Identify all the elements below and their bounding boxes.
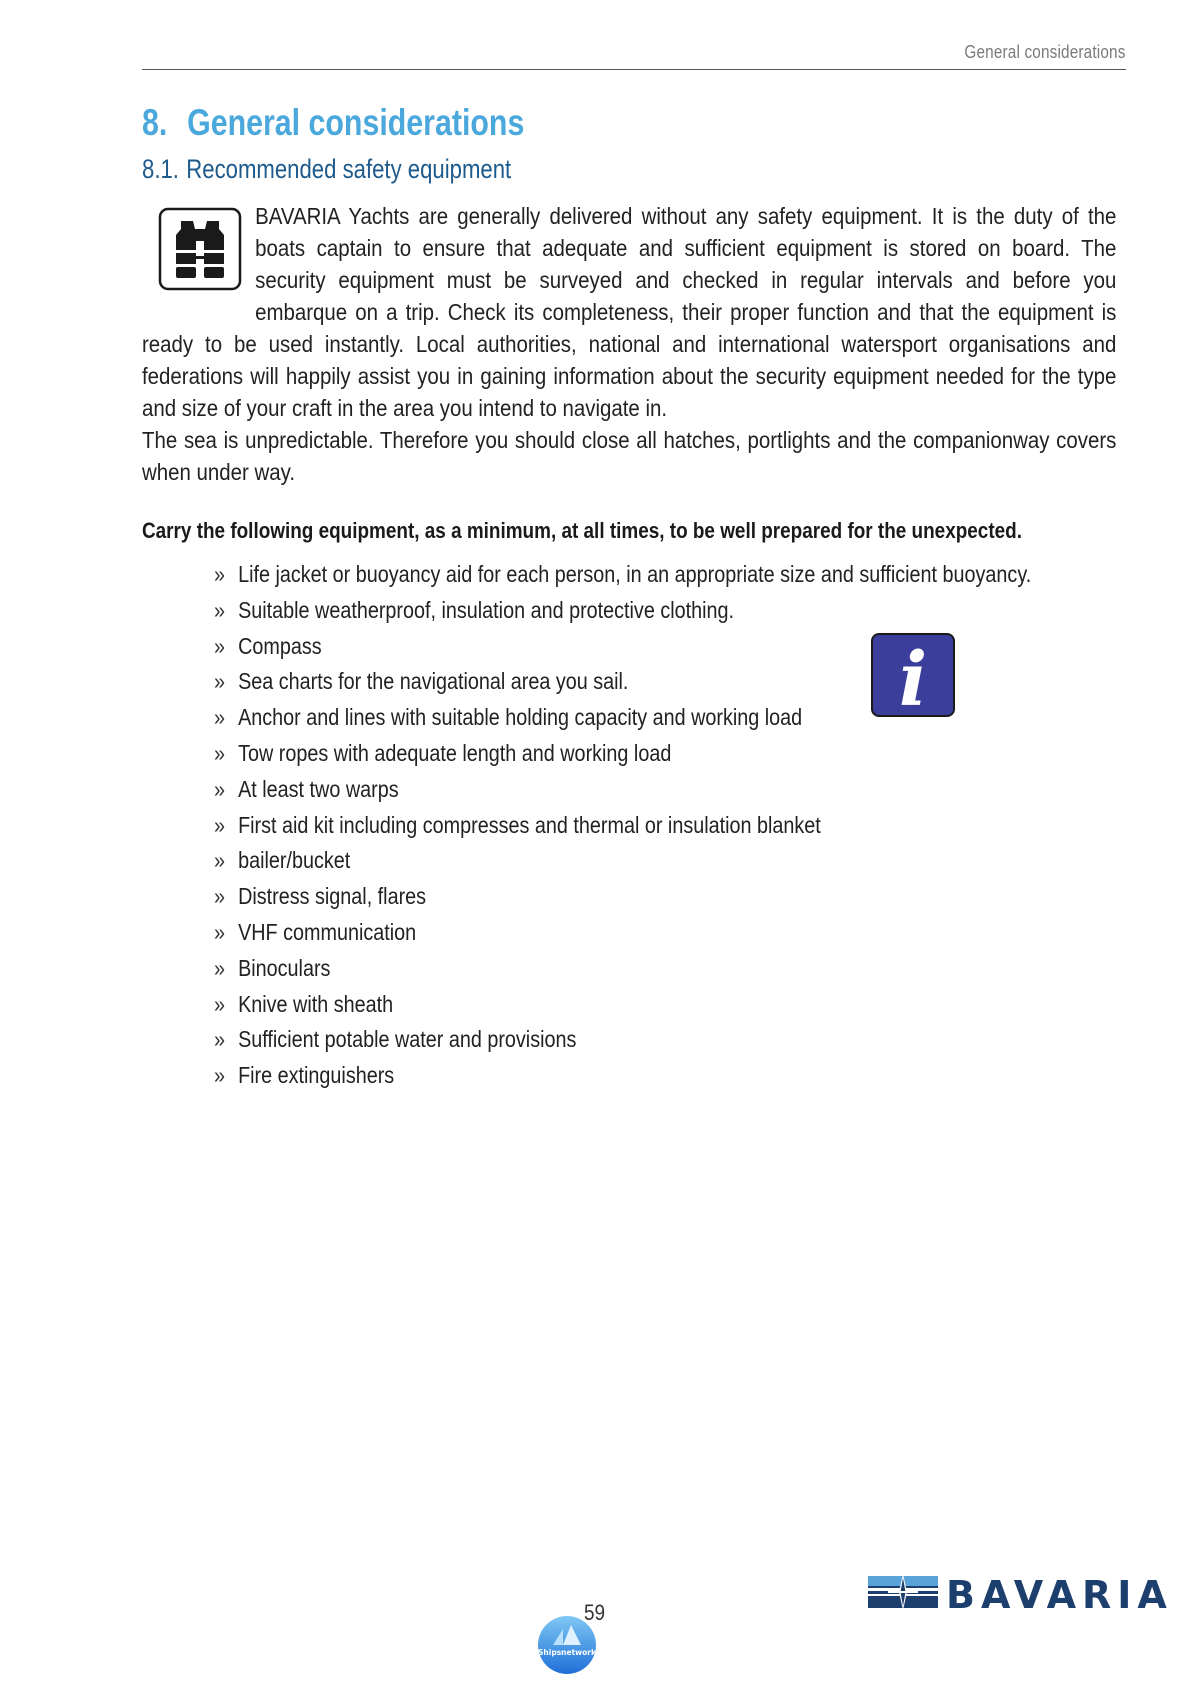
bullet-glyph: » [214,954,226,981]
section-title [142,102,524,144]
bullet-glyph: » [214,596,226,623]
header-divider [142,69,1126,70]
icon-spacer [142,200,255,324]
equipment-item-text: Compass [238,632,322,659]
bullet-glyph: » [214,739,226,766]
equipment-item [214,808,1031,844]
intro-paragraph-2: The sea is unpredictable. Therefore you should close all hatches, portlights and the companionway covers when under way. [142,427,1117,485]
bullet-glyph: » [214,668,226,695]
intro-paragraph-1: BAVARIA Yachts are generally delivered without any safety equipment. It is the duty of the boats captain to ensure that adequate and sufficient equipment is stored on board. The security equipment must be surveyed and checked in regular intervals and before you embarque on a trip. Check its completeness, their proper function and that the equipment is ready to be used instantly. Local authorities, national and international watersport organisations and federations will happily assist you in gaining information about the security equipment needed for the type and size of your craft in the area you intend to navigate in. [142,203,1117,421]
equipment-item-text: Life jacket or buoyancy aid for each person, in an appropriate size and sufficient buoyancy. [238,561,1032,587]
equipment-item [214,593,1031,629]
equipment-item-text: Sea charts for the navigational area you sail. [238,668,629,695]
equipment-item-text: Sufficient potable water and provisions [238,1026,577,1053]
equipment-item-text: Binoculars [238,954,331,981]
intro-text [142,200,1116,488]
equipment-item [214,557,1031,593]
equipment-item [214,1058,1031,1094]
brand-name: BAVARIA [946,1573,1173,1617]
equipment-item-text: Tow ropes with adequate length and working load [238,739,672,766]
shipsnetwork-watermark [537,1615,597,1675]
equipment-item-text: Knive with sheath [238,990,394,1017]
equipment-item-text: Fire extinguishers [238,1062,395,1089]
info-glyph: i [898,637,928,723]
bullet-glyph: » [214,990,226,1017]
equipment-item [214,1022,1031,1058]
equipment-item-text: VHF communication [238,918,417,945]
section-title-text: General considerations [187,102,525,143]
equipment-item [214,987,1031,1023]
equipment-item-text: First aid kit including compresses and thermal or insulation blanket [238,811,821,838]
equipment-item-text: Suitable weatherproof, insulation and protective clothing. [238,596,734,623]
equipment-item-text: bailer/bucket [238,847,351,874]
equipment-item-text: At least two warps [238,775,399,802]
running-header: General considerations [964,42,1126,62]
bullet-glyph: » [214,883,226,910]
bullet-glyph: » [214,775,226,802]
bullet-glyph: » [214,704,226,731]
equipment-item [214,736,1031,772]
subsection-title [142,154,511,185]
equipment-item [214,951,1031,987]
bullet-glyph: » [214,561,226,587]
bullet-glyph: » [214,918,226,945]
equipment-item [214,915,1031,951]
equipment-item [214,879,1031,915]
equipment-item [214,772,1031,808]
equipment-lead: Carry the following equipment, as a minimum, at all times, to be well prepared for the unexpected. [142,518,1022,543]
subsection-number: 8.1. [142,154,179,184]
bavaria-logo [868,1572,1173,1617]
equipment-item-text: Distress signal, flares [238,883,427,910]
page-number: 59 [584,1600,606,1625]
section-number: 8. [142,102,168,143]
info-icon [870,632,956,723]
bullet-glyph: » [214,1062,226,1089]
bullet-glyph: » [214,847,226,874]
equipment-item-text: Anchor and lines with suitable holding capacity and working load [238,704,803,731]
bullet-glyph: » [214,632,226,659]
subsection-title-text: Recommended safety equipment [186,154,512,184]
bullet-glyph: » [214,1026,226,1053]
watermark-text: Shipsnetwork [538,1648,596,1657]
equipment-list [214,557,1164,1094]
bullet-glyph: » [214,811,226,838]
equipment-item [214,843,1031,879]
